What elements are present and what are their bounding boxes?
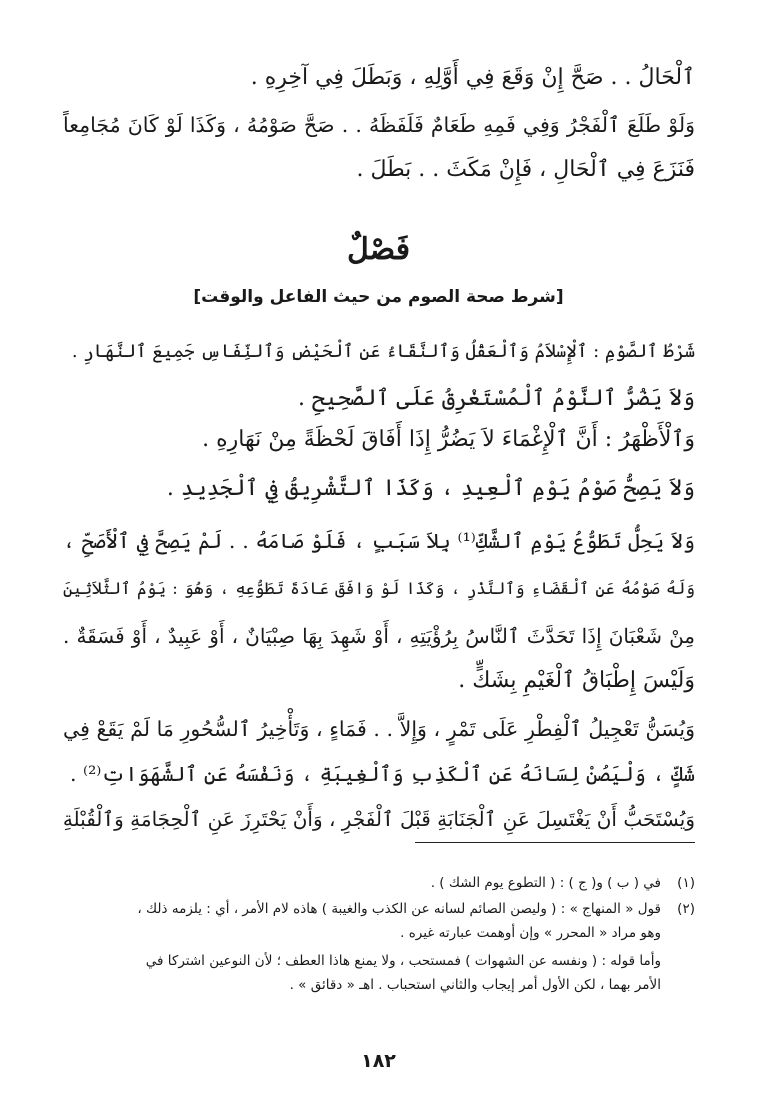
- text-line: وَلاَ يَحِلُّ تَطَوُّعُ يَوْمِ ٱلشَّكِّ⁽¹⁾ بِلاَ سَبَبٍ ، فَلَوْ صَامَهُ . . لَمْ يَصِحَّ فِي ٱلْأَصَحِّ ،: [63, 529, 695, 553]
- text-line: شَكٍّ ، وَلْيَصُنْ لِسَانَهُ عَنِ ٱلْكَذِبِ وَٱلْغِيبَةِ ، وَنَفْسَهُ عَنِ ٱلشَّهَوَاتِ⁽²⁾ .: [69, 762, 695, 786]
- footnote-number: (١): [677, 875, 695, 891]
- footnote-2-line: الأمر بهما ، لكن الأول أمر إيجاب والثاني استحباب . اهـ « دقائق » .: [289, 977, 661, 993]
- text-line: وَلاَ يَضُرُّ ٱلنَّوْمُ ٱلْمُسْتَغْرِقُ عَلَى ٱلصَّحِيحِ .: [298, 386, 695, 411]
- footnote-2: [63, 898, 695, 920]
- footnote-2-line: وأما قوله : ( ونفسه عن الشهوات ) فمستحب ، ولا يمنع هاذا العطف ؛ لأن النوعين اشتركا في: [145, 953, 661, 969]
- footnote-1: [63, 872, 695, 894]
- footnote-separator: [415, 842, 695, 843]
- text-line: شَرْطُ ٱلصَّوْمِ : ٱلْإِسْلاَمُ وَٱلْعَقْلُ وَٱلنَّقَاءُ عَنِ ٱلْحَيْضِ وَٱلنِّفَاسِ جَمِيعَ ٱلنَّهَارِ .: [71, 341, 695, 362]
- text-line: فَنَزَعَ فِي ٱلْحَالِ ، فَإِنْ مَكَثَ . . بَطَلَ .: [356, 157, 695, 182]
- page-number: ١٨٢: [361, 1050, 396, 1072]
- text-line: وَيُسْتَحَبُّ أَنْ يَغْتَسِلَ عَنِ ٱلْجَنَابَةِ قَبْلَ ٱلْفَجْرِ ، وَأَنْ يَحْتَرِزَ عَنِ ٱلْحِجَامَةِ وَٱلْقُبْلَةِ: [62, 807, 695, 831]
- section-subtitle: [شرط صحة الصوم من حيث الفاعل والوقت]: [193, 287, 564, 307]
- text-line: وَٱلْأَظْهَرُ : أَنَّ ٱلْإِغْمَاءَ لاَ يَضُرُّ إِذَا أَفَاقَ لَحْظَةً مِنْ نَهَارِهِ .: [202, 427, 695, 452]
- text-line: وَلَوْ طَلَعَ ٱلْفَجْرُ وَفِي فَمِهِ طَعَامٌ فَلَفَظَهُ . . صَحَّ صَوْمُهُ ، وَكَذَا لَوْ كَانَ مُجَامِعاً: [63, 113, 695, 137]
- text-line: وَلَيْسَ إِطْبَاقُ ٱلْغَيْمِ بِشَكٍّ .: [458, 668, 695, 693]
- text-line: ٱلْحَالُ . . صَحَّ إِنْ وَقَعَ فِي أَوَّلِهِ ، وَبَطَلَ فِي آخِرِهِ .: [250, 65, 695, 90]
- text-line: مِنْ شَعْبَانَ إِذَا تَحَدَّثَ ٱلنَّاسُ بِرُؤْيَتِهِ ، أَوْ شَهِدَ بِهَا صِبْيَانٌ ، أَوْ عَبِيدٌ ، أَوْ فَسَقَةٌ .: [63, 624, 696, 648]
- footnote-text: في ( ب ) و( ج ) : ( التطوع يوم الشك ) .: [430, 875, 661, 891]
- footnote-number: (٢): [677, 901, 695, 917]
- text-line: وَلاَ يَصِحُّ صَوْمُ يَوْمِ ٱلْعِيدِ ، وَكَذَا ٱلتَّشْرِيقُ فِي ٱلْجَدِيدِ .: [166, 476, 695, 501]
- footnote-text: قول « المنهاج » : ( وليصن الصائم لسانه عن الكذب والغيبة ) هاذه لام الأمر ، أي : يلزمه ذلك ،: [137, 901, 661, 917]
- footnote-2-line: وهو مراد « المحرر » وإن أوهمت عبارته غيره .: [400, 925, 661, 941]
- section-heading: فَصْلٌ: [346, 232, 411, 267]
- text-line: وَيُسَنُّ تَعْجِيلُ ٱلْفِطْرِ عَلَى تَمْرٍ ، وَإِلاَّ . . فَمَاءٍ ، وَتَأْخِيرُ ٱلسُّحُورِ مَا لَمْ يَقَعْ فِي: [63, 717, 695, 741]
- text-line: وَلَهُ صَوْمُهُ عَنِ ٱلْقَضَاءِ وَٱلنَّذْرِ ، وَكَذَا لَوْ وَافَقَ عَادَةَ تَطَوُّعِهِ ، وَهُوَ : يَوْمُ ٱلثَّلاَثِينَ: [63, 579, 695, 598]
